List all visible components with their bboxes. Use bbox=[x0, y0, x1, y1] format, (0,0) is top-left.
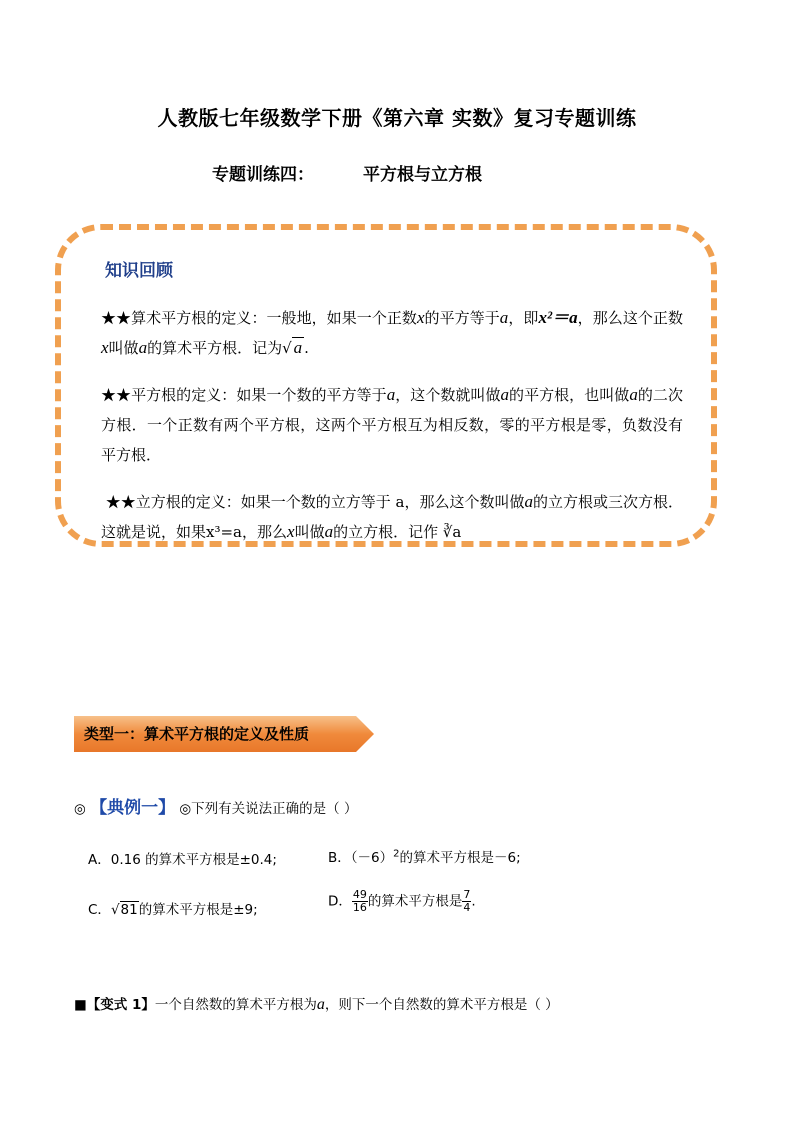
subtitle-topic: 平方根与立方根 bbox=[363, 165, 482, 185]
sqrt-a: √ a bbox=[282, 338, 303, 357]
equation: x²＝a bbox=[538, 308, 578, 327]
variant-1-line: ■【变式 1】一个自然数的算术平方根为a，则下一个自然数的算术平方根是（ ） bbox=[74, 996, 559, 1013]
example-label: 【典例一】 bbox=[90, 798, 176, 818]
fraction-49-16: $\frac{49}{16}$ bbox=[352, 888, 367, 914]
option-b: B．$(-6)^2$的算术平方根是－6; bbox=[328, 848, 521, 866]
option-a: A．0.16 的算术平方根是±0.4; bbox=[88, 852, 277, 868]
section-label: 类型一：算术平方根的定义及性质 bbox=[84, 725, 310, 743]
example-prompt: ◎下列有关说法正确的是（ ） bbox=[179, 801, 358, 817]
definition-square-root: ★★平方根的定义：如果一个数的平方等于a，这个数就叫做a的平方根，也叫做a的二次方根．一个正数有两个平方根，这两个平方根互为相反数，零的平方根是零，负数没有平方根． bbox=[101, 385, 683, 464]
example-line: ◎ 【典例一】 ◎下列有关说法正确的是（ ） bbox=[74, 798, 358, 818]
knowledge-review-box bbox=[55, 224, 717, 547]
definition-arithmetic-square-root: ★★算术平方根的定义：一般地，如果一个正数x的平方等于a，即x²＝a，那么这个正数x叫做a的算术平方根．记为√ a . bbox=[101, 303, 683, 363]
review-heading: 知识回顾 bbox=[105, 261, 173, 281]
option-c: C．√81的算术平方根是±9; bbox=[88, 902, 258, 918]
subtitle-label: 专题训练四： bbox=[212, 165, 314, 185]
definition-cube-root: ★★立方根的定义：如果一个数的立方等于 a，那么这个数叫做a的立方根或三次方根．这就是说，如果x³=a，那么x叫做a的立方根．记作 ∛a bbox=[101, 492, 684, 541]
document-title: 人教版七年级数学下册《第六章 实数》复习专题训练 bbox=[157, 106, 637, 130]
fraction-7-4: $\frac{7}{4}$ bbox=[463, 888, 471, 914]
option-d: D． $\frac{49}{16}$ 的算术平方根是 $\frac{7}{4}$ . bbox=[328, 888, 476, 914]
